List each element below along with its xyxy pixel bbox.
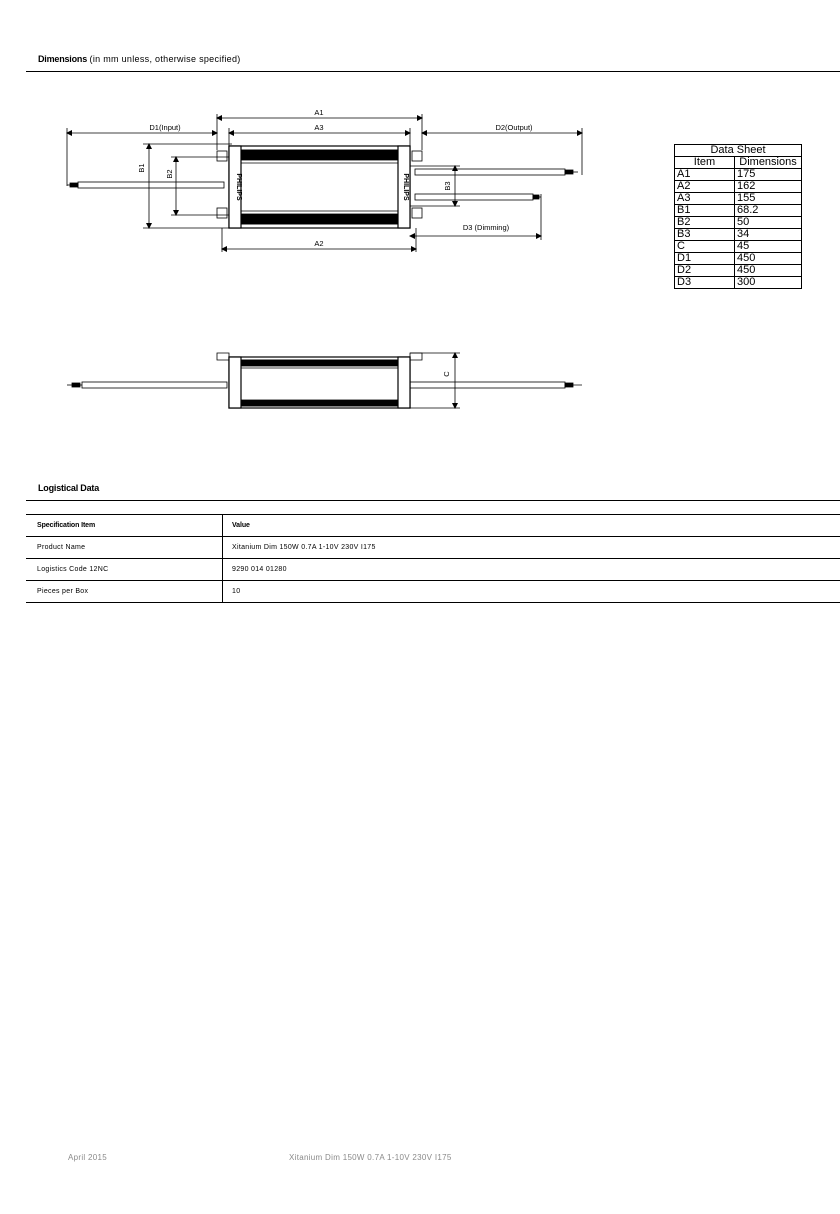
ds-value: 34 <box>735 229 802 241</box>
logistical-rule <box>26 500 840 501</box>
ds-item: B1 <box>675 205 735 217</box>
label-d1: D1(Input) <box>149 123 181 132</box>
ds-value: 155 <box>735 193 802 205</box>
ds-value: 162 <box>735 181 802 193</box>
side-view-drawing <box>0 345 600 420</box>
label-a3: A3 <box>314 123 324 132</box>
value-cell: 9290 014 01280 <box>223 559 840 581</box>
spec-cell: Pieces per Box <box>26 581 223 603</box>
ds-value: 450 <box>735 253 802 265</box>
label-d2: D2(Output) <box>495 123 533 132</box>
ds-value: 300 <box>735 277 802 289</box>
table-row <box>675 181 802 193</box>
logistical-table <box>26 514 840 603</box>
output-cable <box>415 169 565 175</box>
spec-cell: Logistics Code 12NC <box>26 559 223 581</box>
dimensions-note: (in mm unless, otherwise specified) <box>89 54 241 64</box>
ds-item: D1 <box>675 253 735 265</box>
table-row <box>675 217 802 229</box>
ds-item: B3 <box>675 229 735 241</box>
footer-date: April 2015 <box>68 1153 108 1162</box>
col-spec-item: Specification Item <box>26 515 223 537</box>
table-row <box>675 205 802 217</box>
table-row <box>675 229 802 241</box>
ds-value: 175 <box>735 169 802 181</box>
brand-mark-left: PHILIPS <box>235 173 242 201</box>
footer-product: Xitanium Dim 150W 0.7A 1-10V 230V I175 <box>289 1153 452 1162</box>
col-value: Value <box>223 515 840 537</box>
spec-cell: Product Name <box>26 537 223 559</box>
label-b3: B3 <box>443 181 452 191</box>
ds-item: A3 <box>675 193 735 205</box>
brand-mark-right: PHILIPS <box>402 173 409 201</box>
label-a2: A2 <box>314 239 324 248</box>
label-b1: B1 <box>137 163 146 173</box>
data-sheet-col-dimensions: Dimensions <box>735 157 802 169</box>
ds-item: C <box>675 241 735 253</box>
value-cell: Xitanium Dim 150W 0.7A 1-10V 230V I175 <box>223 537 840 559</box>
table-row <box>675 277 802 289</box>
data-sheet-title: Data Sheet <box>675 145 802 157</box>
dimming-cable <box>415 194 533 200</box>
ds-item: D3 <box>675 277 735 289</box>
label-a1: A1 <box>314 108 324 117</box>
label-c: C <box>442 371 451 377</box>
table-row <box>675 241 802 253</box>
ds-value: 45 <box>735 241 802 253</box>
table-row <box>26 559 840 581</box>
table-row <box>675 265 802 277</box>
dimensions-title: Dimensions <box>38 54 88 64</box>
top-view-drawing <box>0 100 600 260</box>
input-cable <box>78 182 224 188</box>
table-row <box>675 193 802 205</box>
table-row <box>675 253 802 265</box>
label-d3: D3 (Dimming) <box>462 223 510 232</box>
ds-value: 68.2 <box>735 205 802 217</box>
table-row <box>675 169 802 181</box>
ds-value: 450 <box>735 265 802 277</box>
table-header-row <box>26 515 840 537</box>
dimensions-rule <box>26 71 840 72</box>
ds-item: A1 <box>675 169 735 181</box>
label-b2: B2 <box>165 169 174 179</box>
logistical-heading <box>38 483 99 493</box>
ds-item: D2 <box>675 265 735 277</box>
value-cell: 10 <box>223 581 840 603</box>
data-sheet-table <box>674 144 802 289</box>
data-sheet-col-item: Item <box>675 157 735 169</box>
table-row <box>26 537 840 559</box>
ds-value: 50 <box>735 217 802 229</box>
ds-item: A2 <box>675 181 735 193</box>
table-row <box>26 581 840 603</box>
dimensions-heading <box>38 54 241 64</box>
ds-item: B2 <box>675 217 735 229</box>
logistical-title: Logistical Data <box>38 483 100 493</box>
